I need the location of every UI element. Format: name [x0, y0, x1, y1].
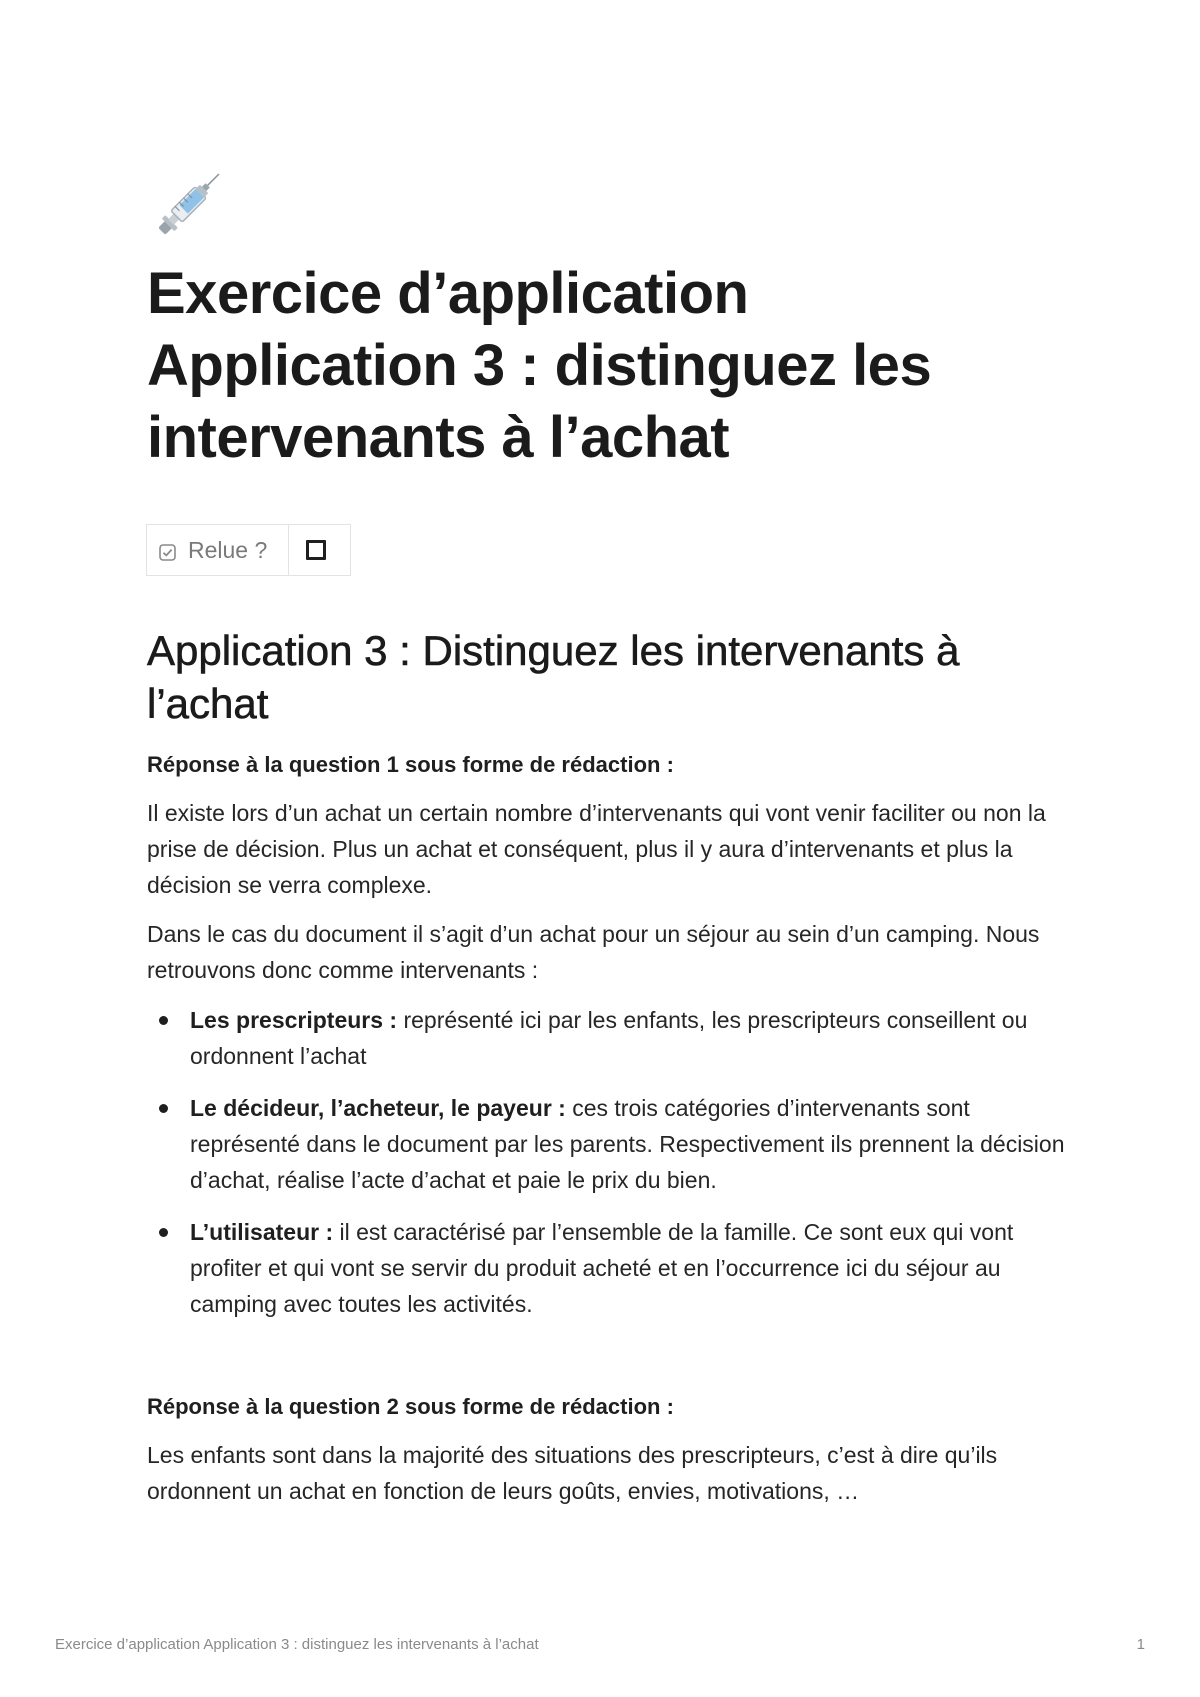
- syringe-icon: [147, 160, 233, 246]
- property-value: [289, 525, 351, 576]
- property-row-relue: [147, 525, 351, 576]
- property-label-relue: Relue ?: [188, 536, 268, 563]
- page-title: Exercice d’application Application 3 : distinguez les intervenants à l’achat: [147, 261, 932, 470]
- properties-table: [146, 524, 351, 576]
- page-footer: [55, 1636, 1145, 1653]
- list-item-text: représenté ici par les enfants, les prescripteurs conseillent ou ordonnent l’achat: [190, 1007, 1028, 1069]
- relue-checkbox[interactable]: [306, 540, 326, 560]
- footer-title: Exercice d’application Application 3 : distinguez les intervenants à l’achat: [55, 1636, 539, 1653]
- question-1-paragraph-2: Dans le cas du document il s’agit d’un achat pour un séjour au sein d’un camping. Nous retrouvons donc comme intervenants :: [147, 921, 1040, 983]
- list-item: [147, 1002, 1067, 1074]
- question-2-label: Réponse à la question 2 sous forme de rédaction :: [147, 1394, 674, 1419]
- list-item-text: ces trois catégories d’intervenants sont représenté dans le document par les parents. Respectivement ils prennent la décision d’achat, réalise l’acte d’achat et paie le prix du bien.: [190, 1095, 1065, 1193]
- section-heading: Application 3 : Distinguez les intervenants à l’achat: [147, 627, 960, 727]
- checkbox-property-icon: [159, 544, 176, 561]
- question-1-paragraph-1: Il existe lors d’un achat un certain nombre d’intervenants qui vont venir faciliter ou non la prise de décision. Plus un achat et conséquent, plus il y aura d’intervenants et plus la décision se verra complexe.: [147, 800, 1046, 898]
- question-2-paragraph-1: Les enfants sont dans la majorité des situations des prescripteurs, c’est à dire qu’ils ordonnent un achat en fonction de leurs goûts, envies, motivations, …: [147, 1442, 998, 1504]
- bullet-dot: [159, 1228, 168, 1237]
- question-1-label: Réponse à la question 1 sous forme de rédaction :: [147, 752, 674, 777]
- list-item-text: il est caractérisé par l’ensemble de la famille. Ce sont eux qui vont profiter et qui vont se servir du produit acheté et en l’occurrence ici du séjour au camping avec toutes les activités.: [190, 1219, 1014, 1317]
- list-item-term: L’utilisateur :: [190, 1219, 334, 1245]
- intervenants-list: [147, 1002, 1067, 1338]
- list-item-term: Le décideur, l’acheteur, le payeur :: [190, 1095, 566, 1121]
- page-number: 1: [1136, 1636, 1145, 1653]
- list-item: [147, 1090, 1067, 1198]
- bullet-dot: [159, 1104, 168, 1113]
- property-name: [147, 525, 289, 576]
- list-item: [147, 1214, 1067, 1322]
- list-item-term: Les prescripteurs :: [190, 1007, 398, 1033]
- bullet-dot: [159, 1016, 168, 1025]
